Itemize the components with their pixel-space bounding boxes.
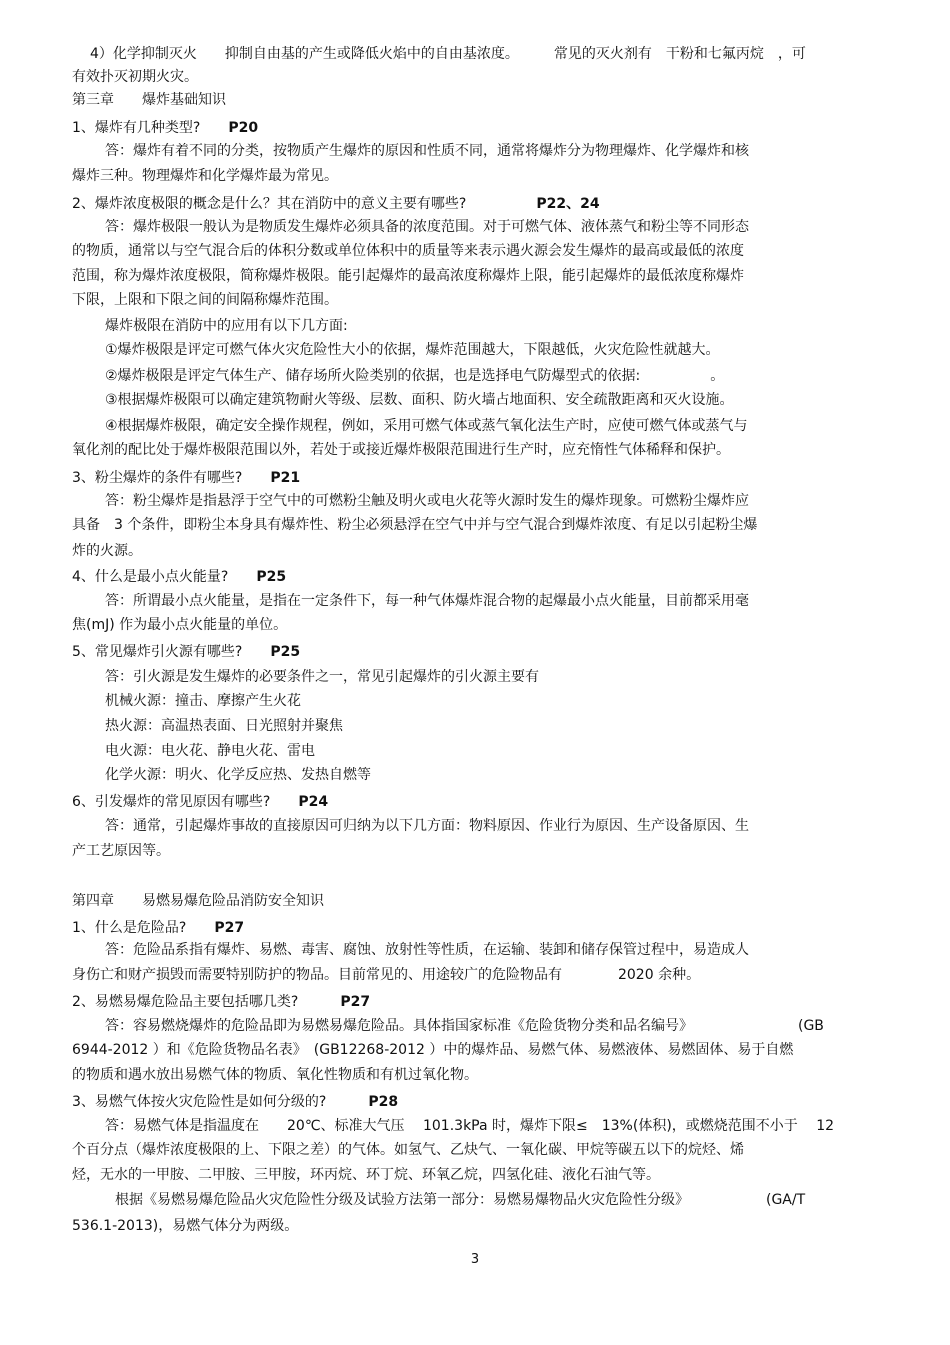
text-line (105, 491, 749, 511)
text-line (72, 992, 370, 1012)
line-text: ①爆炸极限是评定可燃气体火灾危险性大小的依据，爆炸范围越大，下限越低，火灾危险性就越大。 (105, 342, 720, 358)
text-line (72, 118, 258, 138)
page-number: 3 (470, 1252, 480, 1267)
line-text: 身伤亡和财产损毁而需要特别防护的物品。目前常见的、用途较广的危险物品有 2020 余种。 (72, 967, 701, 983)
line-text: 第三章 爆炸基础知识 (72, 92, 226, 108)
text-line (105, 1116, 834, 1136)
page-reference: P28 (368, 1094, 399, 1110)
page-reference: P27 (340, 994, 371, 1010)
page-reference: P22、24 (536, 196, 600, 212)
text-line (105, 691, 301, 711)
page-reference: P25 (256, 569, 287, 585)
line-text: 3、粉尘爆炸的条件有哪些? (72, 470, 271, 486)
text-line (72, 891, 324, 911)
line-text: ②爆炸极限是评定气体生产、储存场所火险类别的依据，也是选择电气防爆型式的依据: 。 (105, 368, 725, 384)
text-line (115, 1190, 805, 1210)
line-text: 的物质，通常以与空气混合后的体积分数或单位体积中的质量等来表示遇火源会发生爆炸的最高或最低的浓度 (72, 243, 744, 259)
text-line (105, 340, 720, 360)
line-text: 下限，上限和下限之间的间隔称爆炸范围。 (72, 292, 338, 308)
line-text: 4）化学抑制灭火 抑制自由基的产生或降低火焰中的自由基浓度。 常见的灭火剂有 干粉和七氟丙烷 ，可 (90, 46, 806, 62)
line-text: 答：易燃气体是指温度在 20℃、标准大气压 101.3kPa 时，爆炸下限≤ 13%(体积)，或燃烧范围不小于 12 (105, 1118, 835, 1134)
text-line (72, 1092, 398, 1112)
text-line (72, 468, 300, 488)
text-line (105, 591, 749, 611)
page-reference: P20 (228, 120, 259, 136)
line-text: ④根据爆炸极限，确定安全操作规程，例如，采用可燃气体或蒸气氧化法生产时，应使可燃气体或蒸气与 (105, 418, 748, 434)
text-line (72, 615, 287, 635)
text-line (105, 765, 371, 785)
text-line (105, 816, 749, 836)
line-text: 炸的火源。 (72, 543, 142, 559)
line-text: 烃，无水的一甲胺、二甲胺、三甲胺，环丙烷、环丁烷、环氧乙烷，四氢化硅、液化石油气等。 (72, 1167, 660, 1183)
text-line (72, 166, 338, 186)
line-text: 6、引发爆炸的常见原因有哪些? (72, 794, 299, 810)
line-text: 根据《易燃易爆危险品火灾危险性分级及试验方法第一部分：易燃易爆物品火灾危险性分级》 (GA/T (115, 1192, 806, 1208)
text-line (72, 90, 226, 110)
line-text: 答：所谓最小点火能量，是指在一定条件下，每一种气体爆炸混合物的起爆最小点火能量，目前都采用毫 (105, 593, 749, 609)
line-text: 4、什么是最小点火能量? (72, 569, 257, 585)
text-line (72, 194, 600, 214)
line-text: 范围，称为爆炸浓度极限，简称爆炸极限。能引起爆炸的最高浓度称爆炸上限，能引起爆炸的最低浓度称爆炸 (72, 268, 744, 284)
text-line (72, 1040, 793, 1060)
text-line (72, 841, 170, 861)
line-text: 机械火源：撞击、摩擦产生火花 (105, 693, 301, 709)
line-text: 答：容易燃烧爆炸的危险品即为易燃易爆危险品。具体指国家标准《危险货物分类和品名编号》 (GB (105, 1018, 824, 1034)
line-text: 答：危险品系指有爆炸、易燃、毒害、腐蚀、放射性等性质，在运输、装卸和储存保管过程中，易造成人 (105, 942, 749, 958)
line-text: 电火源：电火花、静电火花、雷电 (105, 743, 315, 759)
text-line (105, 716, 343, 736)
line-text: 具备 3 个条件，即粉尘本身具有爆炸性、粉尘必须悬浮在空气中并与空气混合到爆炸浓度、有足以引起粉尘爆 (72, 517, 758, 533)
text-line (105, 741, 315, 761)
text-line (72, 918, 244, 938)
text-line (105, 667, 539, 687)
page-reference: P25 (270, 644, 301, 660)
text-line (72, 67, 198, 87)
line-text: 答：通常，引起爆炸事故的直接原因可归纳为以下几方面：物料原因、作业行为原因、生产设备原因、生 (105, 818, 749, 834)
line-text: 爆炸极限在消防中的应用有以下几方面: (105, 318, 348, 334)
text-line (105, 416, 748, 436)
line-text: 1、什么是危险品? (72, 920, 215, 936)
line-text: 5、常见爆炸引火源有哪些? (72, 644, 271, 660)
text-line (105, 141, 749, 161)
line-text: 2、易燃易爆危险品主要包括哪几类? (72, 994, 341, 1010)
line-text: 答：爆炸极限一般认为是物质发生爆炸必须具备的浓度范围。对于可燃气体、液体蒸气和粉尘等不同形态 (105, 219, 749, 235)
text-line (72, 1140, 744, 1160)
page-reference: P21 (270, 470, 301, 486)
line-text: 的物质和遇水放出易燃气体的物质、氧化性物质和有机过氧化物。 (72, 1067, 478, 1083)
text-line (105, 217, 749, 237)
line-text: 3、易燃气体按火灾危险性是如何分级的? (72, 1094, 369, 1110)
text-line (72, 541, 142, 561)
line-text: 6944-2012 ）和《危险货物品名表》 (GB12268-2012 ）中的爆炸品、易燃气体、易燃液体、易燃固体、易于自燃 (72, 1042, 794, 1058)
text-line (72, 792, 328, 812)
text-line (72, 1065, 478, 1085)
text-line (90, 44, 806, 64)
text-line (105, 390, 734, 410)
line-text: 化学火源：明火、化学反应热、发热自燃等 (105, 767, 371, 783)
line-text: 答：粉尘爆炸是指悬浮于空气中的可燃粉尘触及明火或电火花等火源时发生的爆炸现象。可燃粉尘爆炸应 (105, 493, 749, 509)
text-line (72, 1216, 298, 1236)
line-text: 氧化剂的配比处于爆炸极限范围以外，若处于或接近爆炸极限范围进行生产时，应充惰性气体稀释和保护。 (72, 442, 730, 458)
line-text: 有效扑灭初期火灾。 (72, 69, 198, 85)
line-text: 产工艺原因等。 (72, 843, 170, 859)
text-line (72, 515, 757, 535)
text-line (105, 1016, 824, 1036)
line-text: 答：爆炸有着不同的分类，按物质产生爆炸的原因和性质不同，通常将爆炸分为物理爆炸、化学爆炸和核 (105, 143, 749, 159)
line-text: 2、爆炸浓度极限的概念是什么？其在消防中的意义主要有哪些? (72, 196, 537, 212)
line-text: 爆炸三种。物理爆炸和化学爆炸最为常见。 (72, 168, 338, 184)
line-text: 第四章 易燃易爆危险品消防安全知识 (72, 893, 324, 909)
text-line (105, 366, 724, 386)
line-text: 1、爆炸有几种类型? (72, 120, 229, 136)
text-line (72, 567, 286, 587)
text-line (72, 241, 744, 261)
line-text: 热火源：高温热表面、日光照射并聚焦 (105, 718, 343, 734)
line-text: ③根据爆炸极限可以确定建筑物耐火等级、层数、面积、防火墙占地面积、安全疏散距离和灭火设施。 (105, 392, 734, 408)
text-line (72, 965, 700, 985)
page-reference: P27 (214, 920, 245, 936)
line-text: 个百分点（爆炸浓度极限的上、下限之差）的气体。如氢气、乙炔气、一氧化碳、甲烷等碳五以下的烷烃、烯 (72, 1142, 744, 1158)
text-line (72, 266, 744, 286)
text-line (105, 316, 348, 336)
line-text: 焦(mJ) 作为最小点火能量的单位。 (72, 617, 288, 633)
text-line (72, 1165, 660, 1185)
text-line (72, 290, 338, 310)
line-text: 536.1-2013)，易燃气体分为两级。 (72, 1218, 299, 1234)
text-line (105, 940, 749, 960)
text-line (72, 440, 730, 460)
line-text: 答：引火源是发生爆炸的必要条件之一，常见引起爆炸的引火源主要有 (105, 669, 539, 685)
page-reference: P24 (298, 794, 329, 810)
text-line (72, 642, 300, 662)
